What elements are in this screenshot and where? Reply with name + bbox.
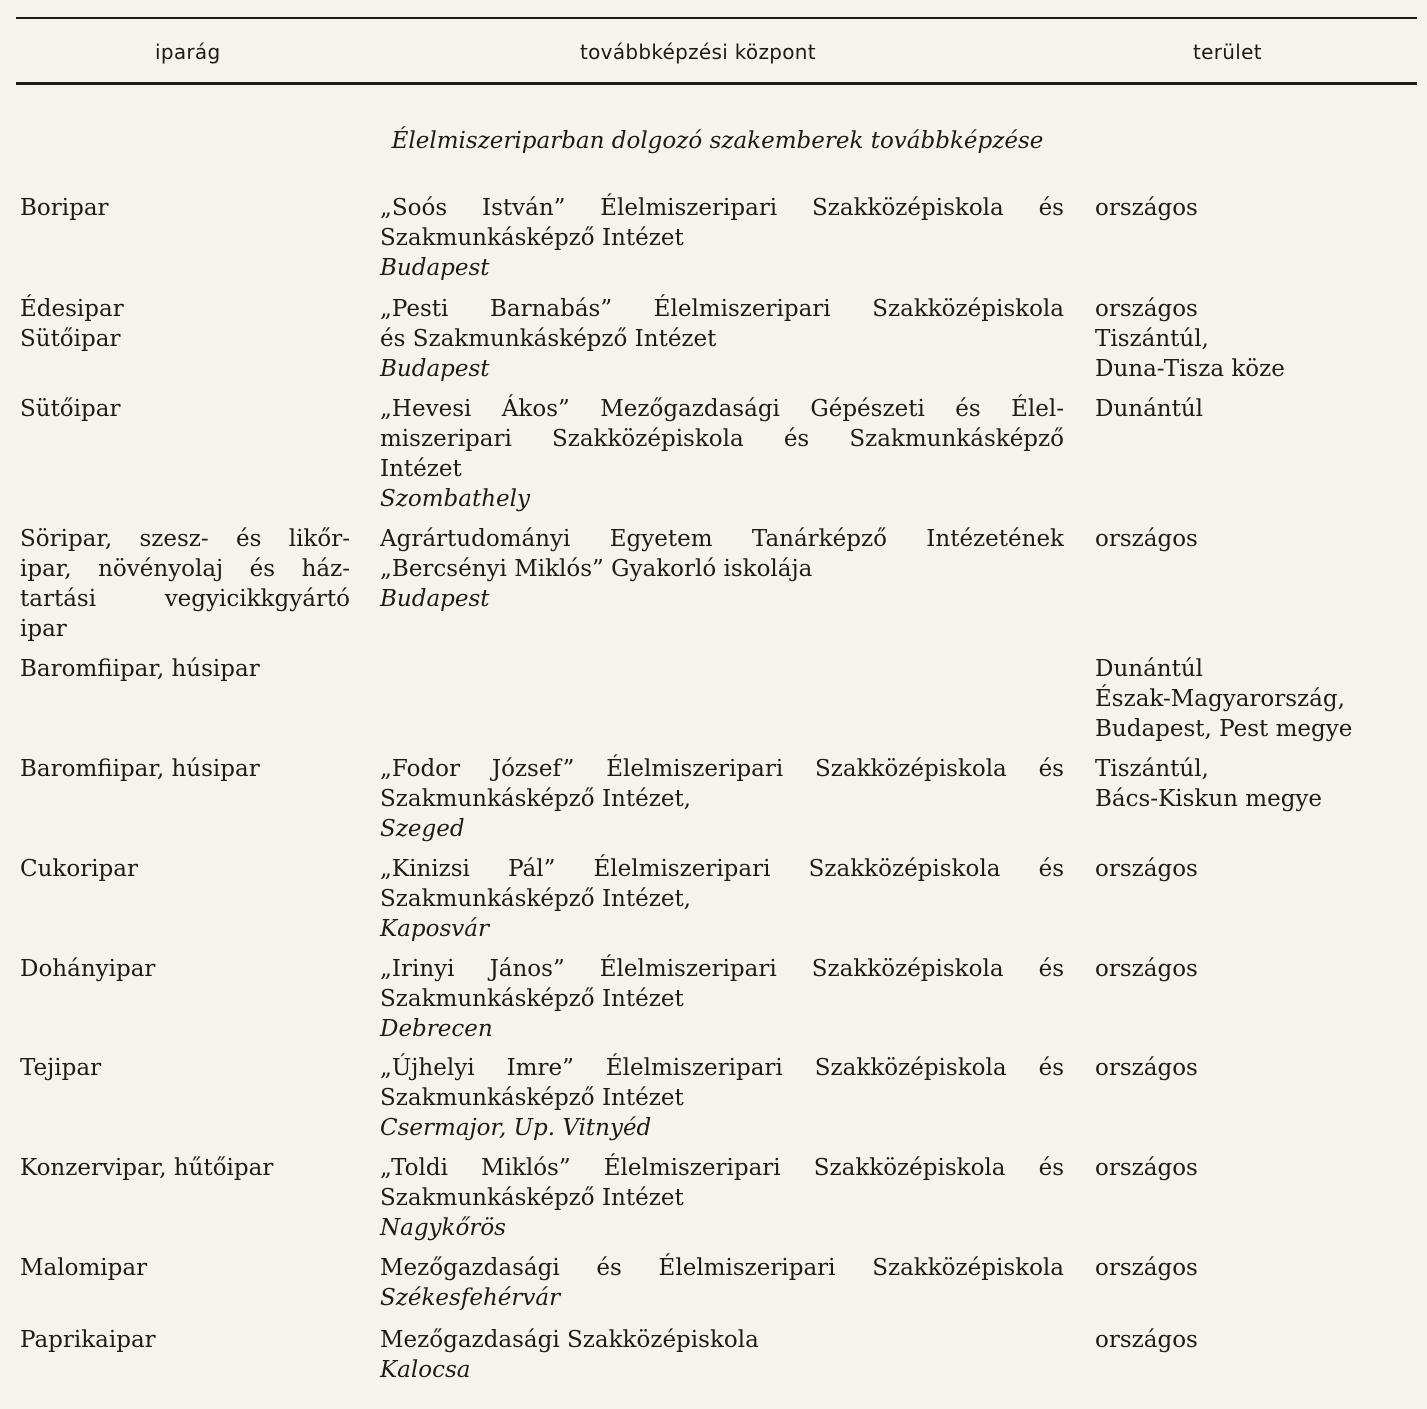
industry-cell — [20, 1053, 350, 1083]
region-cell — [1095, 1053, 1415, 1083]
center-location: Csermajor, Up. Vitnyéd — [380, 1115, 652, 1141]
center-location: Debrecen — [380, 1016, 493, 1042]
industry-cell — [20, 193, 350, 223]
center-line: „Hevesi Ákos” Mezőgazdasági Gépészeti és Élel- — [380, 396, 1064, 422]
center-location: Budapest — [380, 586, 490, 612]
region-cell — [1095, 524, 1415, 554]
region-line: országos — [1095, 1055, 1198, 1081]
industry-line: Baromfiipar, húsipar — [20, 656, 260, 682]
center-line: „Újhelyi Imre” Élelmiszeripari Szakközépiskola és — [380, 1055, 1064, 1081]
region-line: Duna-Tisza köze — [1095, 356, 1285, 382]
region-line: Tiszántúl, — [1095, 326, 1209, 352]
industry-cell — [20, 294, 350, 354]
center-line: „Soós István” Élelmiszeripari Szakközépiskola és — [380, 195, 1064, 221]
center-cell — [380, 854, 1064, 944]
center-line: Mezőgazdasági Szakközépiskola — [380, 1327, 759, 1353]
region-cell — [1095, 954, 1415, 984]
industry-cell — [20, 754, 350, 784]
center-line: „Toldi Miklós” Élelmiszeripari Szakközépiskola és — [380, 1155, 1064, 1181]
region-cell — [1095, 854, 1415, 884]
region-cell — [1095, 394, 1415, 424]
center-location: Kaposvár — [380, 916, 489, 942]
region-cell — [1095, 193, 1415, 223]
region-line: Tiszántúl, — [1095, 756, 1209, 782]
industry-cell — [20, 1253, 350, 1283]
center-cell — [380, 394, 1064, 514]
center-line: és Szakmunkásképző Intézet — [380, 326, 717, 352]
header-center: továbbképzési központ — [580, 40, 816, 64]
industry-line: tartási vegyicikkgyártó — [20, 586, 350, 612]
region-line: országos — [1095, 1155, 1198, 1181]
center-cell — [380, 294, 1064, 384]
region-cell — [1095, 294, 1415, 384]
industry-cell — [20, 1325, 350, 1355]
center-cell — [380, 1053, 1064, 1143]
industry-line: ipar, növényolaj és ház- — [20, 556, 350, 582]
center-cell — [380, 754, 1064, 844]
region-line: országos — [1095, 856, 1198, 882]
center-line: Szakmunkásképző Intézet, — [380, 886, 691, 912]
region-line: országos — [1095, 296, 1198, 322]
industry-line: ipar — [20, 616, 67, 642]
industry-line: Édesipar — [20, 296, 124, 322]
region-line: Bács-Kiskun megye — [1095, 786, 1323, 812]
region-line: Dunántúl — [1095, 656, 1204, 682]
region-line: országos — [1095, 956, 1198, 982]
center-location: Székesfehérvár — [380, 1285, 561, 1311]
industry-line: Tejipar — [20, 1055, 102, 1081]
region-cell — [1095, 1253, 1415, 1283]
center-line: „Kinizsi Pál” Élelmiszeripari Szakközépiskola és — [380, 856, 1064, 882]
center-cell — [380, 954, 1064, 1044]
industry-line: Cukoripar — [20, 856, 138, 882]
center-cell — [380, 1253, 1064, 1313]
top-rule — [16, 17, 1417, 19]
industry-cell — [20, 1153, 350, 1183]
industry-cell — [20, 854, 350, 884]
center-location: Budapest — [380, 356, 490, 382]
center-line: „Pesti Barnabás” Élelmiszeripari Szakközépiskola — [380, 296, 1064, 322]
region-line: Budapest, Pest megye — [1095, 716, 1353, 742]
center-cell — [380, 1325, 1064, 1385]
region-line: Dunántúl — [1095, 396, 1204, 422]
region-cell — [1095, 1153, 1415, 1183]
industry-line: Konzervipar, hűtőipar — [20, 1155, 274, 1181]
industry-line: Malomipar — [20, 1255, 148, 1281]
center-cell — [380, 193, 1064, 283]
industry-line: Boripar — [20, 195, 109, 221]
center-line: miszeripari Szakközépiskola és Szakmunkásképző — [380, 426, 1064, 452]
center-line: Intézet — [380, 456, 462, 482]
center-location: Nagykőrös — [380, 1215, 506, 1241]
center-line: Mezőgazdasági és Élelmiszeripari Szakközépiskola — [380, 1255, 1064, 1281]
region-line: Észak-Magyarország, — [1095, 686, 1345, 712]
header-region: terület — [1193, 40, 1262, 64]
center-location: Kalocsa — [380, 1357, 471, 1383]
header-industry: iparág — [155, 40, 221, 64]
center-line: Szakmunkásképző Intézet — [380, 1085, 684, 1111]
industry-line: Baromfiipar, húsipar — [20, 756, 260, 782]
industry-cell — [20, 524, 350, 644]
center-cell — [380, 1153, 1064, 1243]
region-line: országos — [1095, 195, 1198, 221]
center-location: Budapest — [380, 255, 490, 281]
industry-cell — [20, 954, 350, 984]
industry-line: Dohányipar — [20, 956, 156, 982]
region-cell — [1095, 754, 1415, 814]
center-line: Szakmunkásképző Intézet — [380, 986, 684, 1012]
center-location: Szeged — [380, 816, 465, 842]
region-cell — [1095, 1325, 1415, 1355]
center-line: Szakmunkásképző Intézet — [380, 1185, 684, 1211]
center-cell — [380, 524, 1064, 614]
industry-cell — [20, 394, 350, 424]
industry-line: Söripar, szesz- és likőr- — [20, 526, 350, 552]
center-line: Agrártudományi Egyetem Tanárképző Intézetének — [380, 526, 1064, 552]
center-line: „Bercsényi Miklós” Gyakorló iskolája — [380, 556, 813, 582]
region-line: országos — [1095, 1327, 1198, 1353]
industry-line: Sütőipar — [20, 326, 121, 352]
industry-line: Paprikaipar — [20, 1327, 156, 1353]
center-location: Szombathely — [380, 486, 530, 512]
region-line: országos — [1095, 1255, 1198, 1281]
center-line: Szakmunkásképző Intézet, — [380, 786, 691, 812]
center-line: „Fodor József” Élelmiszeripari Szakközépiskola és — [380, 756, 1064, 782]
center-line: „Irinyi János” Élelmiszeripari Szakközépiskola és — [380, 956, 1064, 982]
header-rule — [16, 82, 1417, 85]
industry-cell — [20, 654, 350, 684]
section-title: Élelmiszeriparban dolgozó szakemberek továbbképzése — [391, 128, 1044, 154]
center-line: Szakmunkásképző Intézet — [380, 225, 684, 251]
region-cell — [1095, 654, 1415, 744]
region-line: országos — [1095, 526, 1198, 552]
industry-line: Sütőipar — [20, 396, 121, 422]
